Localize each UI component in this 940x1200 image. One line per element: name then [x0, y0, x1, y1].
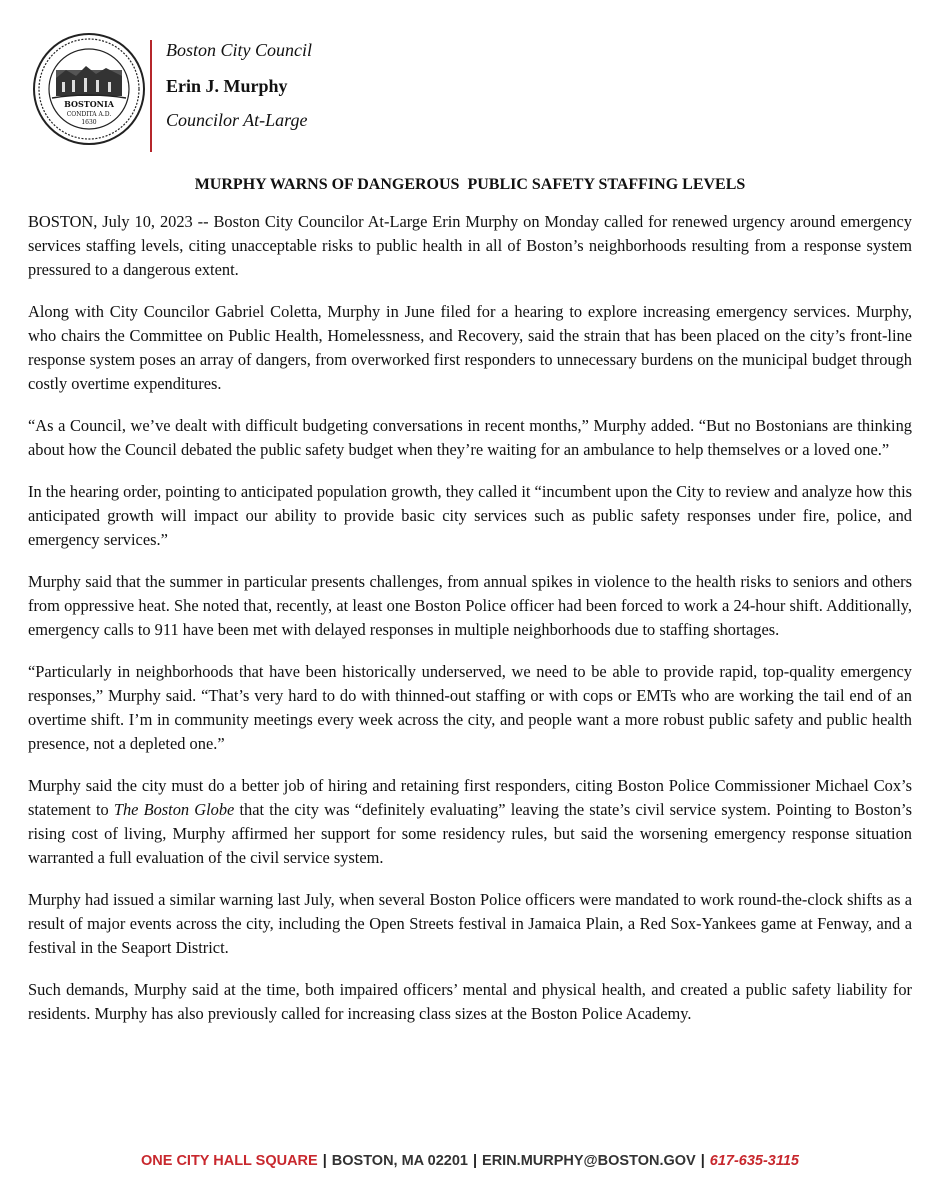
- paragraph-3: “As a Council, we’ve dealt with difficult budgeting conversations in recent months,” Murphy added. “But no Bostonians are thinking about how the Council debated the public safety budget when they’re waiting for an ambulance to help themselves or a loved one.”: [28, 416, 912, 459]
- footer-separator: |: [322, 1153, 327, 1169]
- footer-phone: 617-635-3115: [709, 1153, 799, 1169]
- seal-text-bostonia: BOSTONIA: [64, 99, 114, 109]
- contact-footer: [0, 1153, 940, 1169]
- footer-separator: |: [472, 1153, 478, 1169]
- paragraph-7-end: that the city was “definitely evaluating” leaving the state’s civil service system. Pointing to Boston’s rising cost of living, Murphy affirmed her support for some residency rules, but said the worsening emergency response situation warranted a full evaluation of the civil service system.: [28, 800, 912, 867]
- footer-address: ONE CITY HALL SQUARE: [141, 1153, 318, 1169]
- letterhead: [32, 28, 532, 158]
- footer-email: ERIN.MURPHY@BOSTON.GOV: [482, 1153, 696, 1169]
- paragraph-7-start: Murphy said the city must do a better job of hiring and retaining first responders, citing Boston Police Commissioner Michael Cox’s statement to: [28, 776, 912, 819]
- press-release-body: [28, 210, 912, 1044]
- council-name: Boston City Council: [166, 40, 312, 60]
- seal-text-condita: CONDITA A.D.: [66, 111, 112, 118]
- press-release-headline: MURPHY WARNS OF DANGEROUS PUBLIC SAFETY STAFFING LEVELS: [194, 176, 746, 193]
- paragraph-1: BOSTON, July 10, 2023 -- Boston City Councilor At-Large Erin Murphy on Monday called for renewed urgency around emergency services staffing levels, citing unacceptable risks to public health in all of Boston’s neighborhoods resulting from a response system pressured to a dangerous extent.: [28, 212, 912, 279]
- footer-city: BOSTON, MA 02201: [331, 1153, 468, 1169]
- paragraph-4: In the hearing order, pointing to anticipated population growth, they called it “incumbent upon the City to review and analyze how this anticipated growth will impact our ability to provide basic city services such as public safety responses under fire, police, and emergency services.”: [28, 482, 912, 549]
- paragraph-5: Murphy said that the summer in particular presents challenges, from annual spikes in violence to the health risks to seniors and others from oppressive heat. She noted that, recently, at least one Boston Police officer had been forced to work a 24-hour shift. Additionally, emergency calls to 911 have been met with delayed responses in multiple neighborhoods due to staffing shortages.: [28, 572, 912, 639]
- paragraph-9: Such demands, Murphy said at the time, both impaired officers’ mental and physical health, and created a public safety liability for residents. Murphy has also previously called for increasing class sizes at the Boston Police Academy.: [28, 980, 912, 1023]
- paragraph-8: Murphy had issued a similar warning last July, when several Boston Police officers were mandated to work round-the-clock shifts as a result of major events across the city, including the Open Streets festival in Jamaica Plain, a Red Sox-Yankees game at Fenway, and a festival in the Seaport District.: [28, 890, 912, 957]
- city-seal-logo: [32, 32, 146, 146]
- seal-text-year: 1630: [81, 119, 97, 126]
- paragraph-7: [28, 774, 912, 870]
- footer-separator: |: [700, 1153, 705, 1169]
- newspaper-title: The Boston Globe: [113, 800, 235, 819]
- paragraph-2: Along with City Councilor Gabriel Coletta, Murphy in June filed for a hearing to explore increasing emergency services. Murphy, who chairs the Committee on Public Health, Homelessness, and Recovery, said the strain that has been placed on the city’s front-line response system poses an array of dangers, from overworked first responders to unnecessary burdens on the municipal budget through costly overtime expenditures.: [28, 302, 912, 393]
- councilor-name: Erin J. Murphy: [166, 76, 288, 96]
- paragraph-6: “Particularly in neighborhoods that have been historically underserved, we need to be able to provide rapid, top-quality emergency responses,” Murphy said. “That’s very hard to do with thinned-out staffing or with cops or EMTs who are working the tail end of an overtime shift. I’m in community meetings every week across the city, and people want a more robust public safety and public health presence, not a depleted one.”: [28, 662, 912, 753]
- letterhead-divider: [150, 40, 152, 152]
- councilor-title: Councilor At-Large: [166, 110, 308, 130]
